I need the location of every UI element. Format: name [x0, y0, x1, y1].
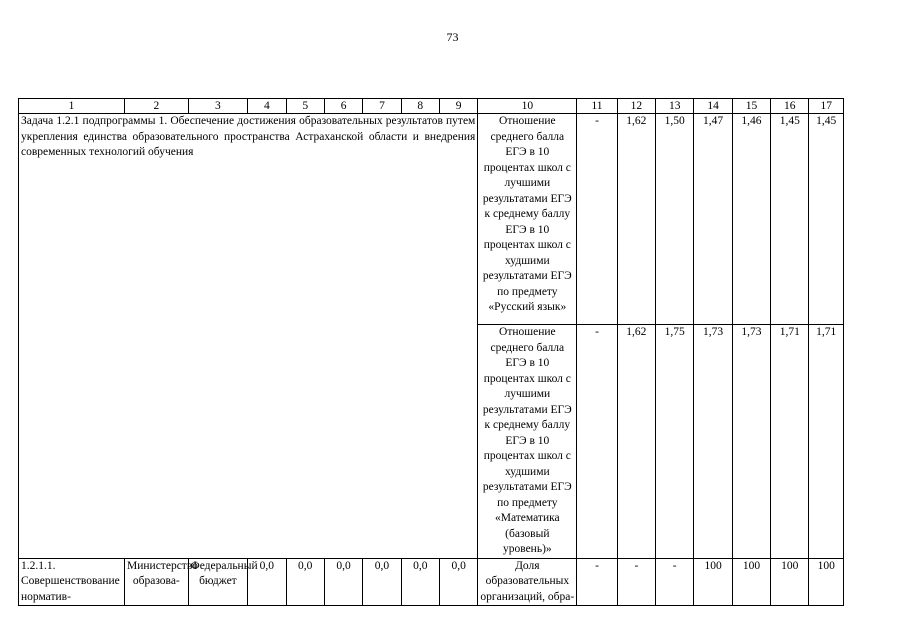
value-cell: 1,71 [771, 325, 809, 559]
value-cell: 1,47 [694, 114, 732, 325]
task-cell: Задача 1.2.1 подпрограммы 1. Обеспечение достижения образовательных результатов путем укрепления единства образовательного пространства Астраханской области и внедрения современных технологий обучения [19, 114, 478, 559]
value-cell: 1,73 [694, 325, 732, 559]
amount-cell: 0,0 [248, 558, 286, 606]
header-cell: 17 [809, 99, 844, 114]
value-cell: 1,45 [771, 114, 809, 325]
value-cell: 100 [771, 558, 809, 606]
indicator-cell: Отношение среднего балла ЕГЭ в 10 процентах школ с лучшими результатами ЕГЭ к среднему баллу ЕГЭ в 10 процентах школ с худшими результатами ЕГЭ по предмету «Русский язык» [478, 114, 577, 325]
funding-source-cell: Федеральный бюджет [188, 558, 248, 606]
value-cell: 100 [809, 558, 844, 606]
header-cell: 9 [439, 99, 477, 114]
amount-cell: 0,0 [286, 558, 324, 606]
header-cell: 2 [125, 99, 189, 114]
value-cell: - [617, 558, 655, 606]
header-cell: 15 [732, 99, 770, 114]
value-cell: 1,62 [617, 325, 655, 559]
header-cell: 13 [656, 99, 694, 114]
header-row [19, 99, 844, 114]
value-cell: 100 [732, 558, 770, 606]
value-cell: 1,62 [617, 114, 655, 325]
indicator-cell: Отношение среднего балла ЕГЭ в 10 процентах школ с лучшими результатами ЕГЭ к среднему баллу ЕГЭ в 10 процентах школ с худшими результатами ЕГЭ по предмету «Математика (базовый уровень)» [478, 325, 577, 559]
value-cell: 1,50 [656, 114, 694, 325]
executor-cell: Министерство образова- [125, 558, 189, 606]
table-row [19, 114, 844, 325]
value-cell: - [577, 325, 617, 559]
header-cell: 11 [577, 99, 617, 114]
page-number: 73 [446, 30, 459, 44]
header-cell: 14 [694, 99, 732, 114]
header-cell: 12 [617, 99, 655, 114]
program-table [18, 98, 844, 606]
value-cell: - [577, 558, 617, 606]
amount-cell: 0,0 [324, 558, 362, 606]
value-cell: - [577, 114, 617, 325]
amount-cell: 0,0 [401, 558, 439, 606]
amount-cell: 0,0 [363, 558, 401, 606]
header-cell: 16 [771, 99, 809, 114]
header-cell: 4 [248, 99, 286, 114]
header-cell: 3 [188, 99, 248, 114]
header-cell: 1 [19, 99, 125, 114]
header-cell: 8 [401, 99, 439, 114]
value-cell: 1,73 [732, 325, 770, 559]
indicator-cell: Доля образовательных организаций, обра- [478, 558, 577, 606]
value-cell: 1,71 [809, 325, 844, 559]
value-cell: 1,46 [732, 114, 770, 325]
value-cell: - [656, 558, 694, 606]
amount-cell: 0,0 [439, 558, 477, 606]
value-cell: 1,75 [656, 325, 694, 559]
header-cell: 5 [286, 99, 324, 114]
header-cell: 10 [478, 99, 577, 114]
table-row [19, 558, 844, 606]
value-cell: 1,45 [809, 114, 844, 325]
activity-code-cell: 1.2.1.1. Совершенствование норматив- [19, 558, 125, 606]
header-cell: 6 [324, 99, 362, 114]
header-cell: 7 [363, 99, 401, 114]
value-cell: 100 [694, 558, 732, 606]
